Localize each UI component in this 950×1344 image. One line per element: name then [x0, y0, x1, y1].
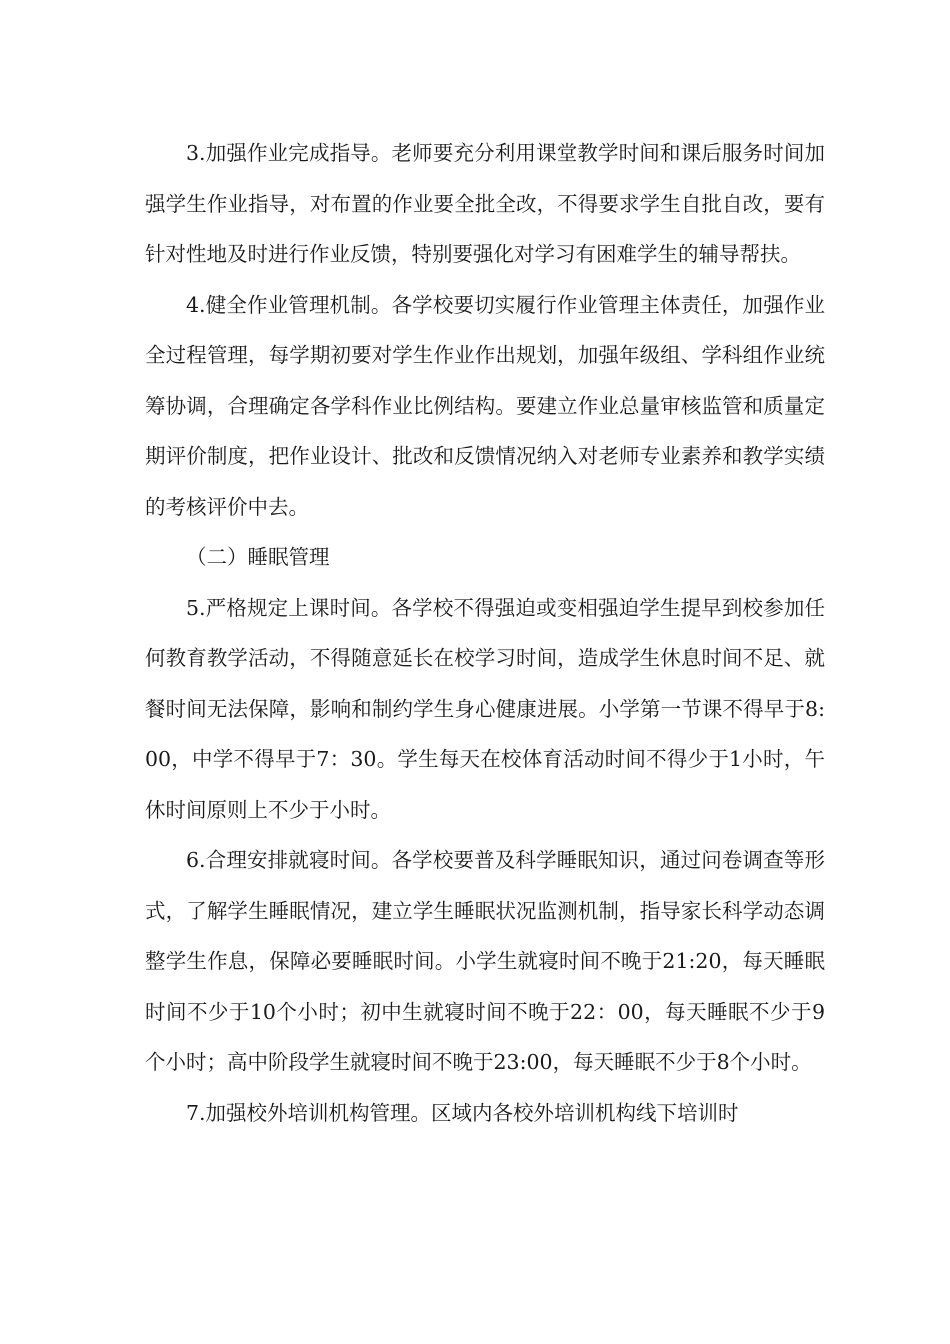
paragraph-bedtime: 6.合理安排就寝时间。各学校要普及科学睡眠知识，通过问卷调查等形式，了解学生睡眠情况，建立学生睡眠状况监测机制，指导家长科学动态调整学生作息，保障必要睡眠时间。小学生就寝时间不晚于21:20，每天睡眠时间不少于10个小时；初中生就寝时间不晚于22：00，每天睡眠不少于9个小时；高中阶段学生就寝时间不晚于23:00，每天睡眠不少于8个小时。 — [145, 848, 825, 1074]
document-body — [145, 128, 825, 1138]
section-heading-sleep: （二）睡眠管理 — [186, 545, 330, 569]
paragraph-training-institutions: 7.加强校外培训机构管理。区域内各校外培训机构线下培训时 — [186, 1100, 739, 1125]
paragraph-homework-management: 4.健全作业管理机制。各学校要切实履行作业管理主体责任，加强作业全过程管理，每学期初要对学生作业作出规划，加强年级组、学科组作业统筹协调，合理确定各学科作业比例结构。要建立作业总量审核监管和质量定期评价制度，把作业设计、批改和反馈情况纳入对老师专业素养和教学实绩的考核评价中去。 — [145, 292, 825, 519]
paragraph-homework-guidance: 3.加强作业完成指导。老师要充分利用课堂教学时间和课后服务时间加强学生作业指导，对布置的作业要全批全改，不得要求学生自批自改，要有针对性地及时进行作业反馈，特别要强化对学习有困难学生的辅导帮扶。 — [145, 141, 825, 266]
paragraph-class-time: 5.严格规定上课时间。各学校不得强迫或变相强迫学生提早到校参加任何教育教学活动，不得随意延长在校学习时间，造成学生休息时间不足、就餐时间无法保障，影响和制约学生身心健康进展。小学第一节课不得早于8:00，中学不得早于7：30。学生每天在校体育活动时间不得少于1小时，午休时间原则上不少于小时。 — [145, 595, 825, 822]
